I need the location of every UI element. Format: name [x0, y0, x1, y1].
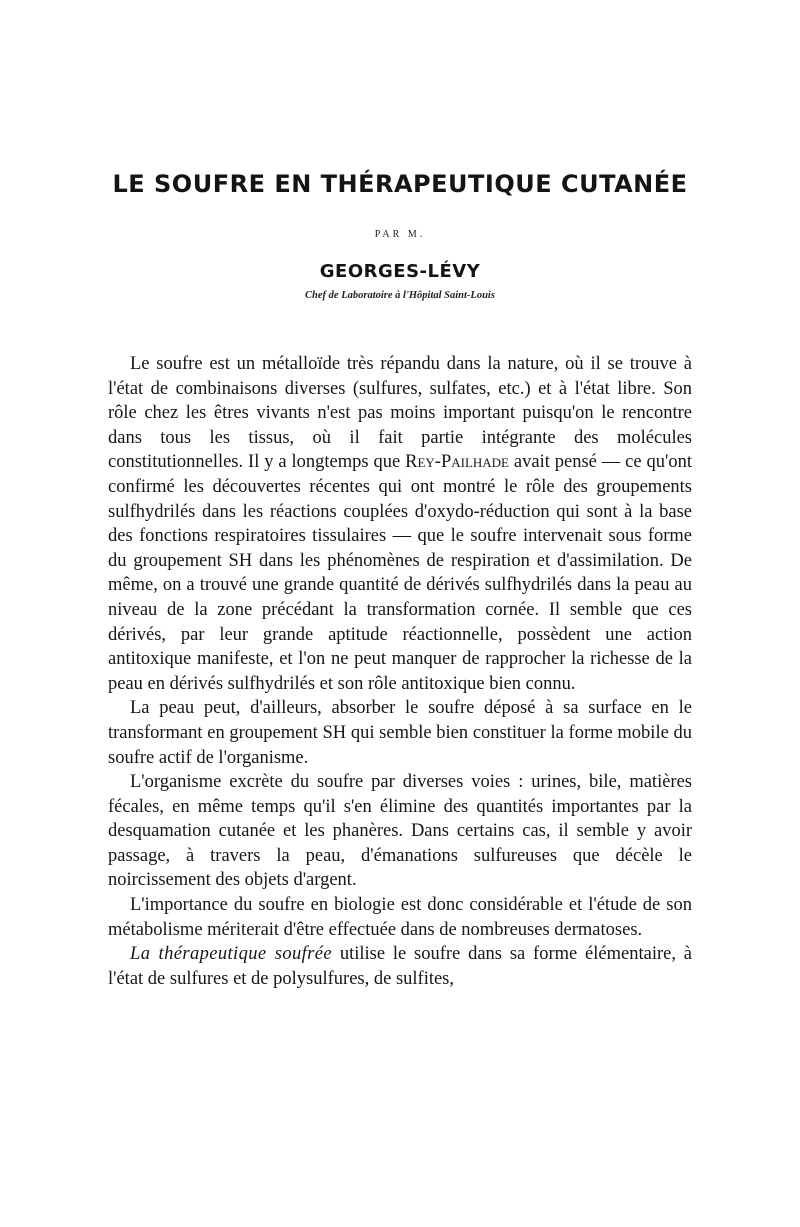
- paragraph-4: L'importance du soufre en biologie est donc considérable et l'étude de son métabolisme mériterait d'être effectuée dans de nombreuses dermatoses.: [108, 895, 692, 940]
- author-affiliation: Chef de Laboratoire à l'Hôpital Saint-Louis: [305, 290, 495, 301]
- paragraph-5-rest: utilise le soufre dans sa forme élémentaire, à l'état de sulfures et de polysulfures, de sulfites,: [108, 944, 692, 989]
- paragraph-1-part-a: Le soufre est un métalloïde très répandu dans la nature, où il se trouve à l'état de combinaisons diverses (sulfures, sulfates, etc.) et à l'état libre. Son rôle chez les êtres vivants n'est pas moins important puisqu'on le rencontre dans tous les tissus, où il fait partie intégrante des molécules constitutionnelles. Il y a longtemps que: [108, 354, 692, 473]
- paragraph-3: L'organisme excrète du soufre par diverses voies : urines, bile, matières fécales, en même temps qu'il s'en élimine des quantités importantes par la desquamation cutanée et les phanères. Dans certains cas, il semble y avoir passage, à travers la peau, d'émanations sulfureuses que décèle le noircissement des objets d'argent.: [108, 772, 692, 891]
- byline: PAR M.: [374, 229, 426, 240]
- author-name: GEORGES-LÉVY: [319, 261, 481, 282]
- paragraph-1-part-b: avait pensé — ce qu'ont confirmé les découvertes récentes qui ont montré le rôle des groupements sulfhydrilés dans les réactions couplées d'oxydo-réduction qui sont à la base des fonctions respiratoires tissulaires — que le soufre intervenait sous forme du groupement SH dans les phénomènes de respiration et d'assimilation. De même, on a trouvé une grande quantité de dérivés sulfhydrilés dans la peau au niveau de la zone précédant la transformation cornée. Il semble que ces dérivés, par leur grande aptitude réactionnelle, possèdent une action antitoxique manifeste, et l'on ne peut manquer de rapprocher la richesse de la peau en dérivés sulfhydrilés et son rôle antitoxique bien connu.: [108, 452, 692, 694]
- article-body: [108, 352, 692, 991]
- paragraph-5: [108, 942, 692, 991]
- article-title: LE SOUFRE EN THÉRAPEUTIQUE CUTANÉE: [112, 170, 688, 198]
- italic-phrase: La thérapeutique soufrée: [130, 944, 332, 965]
- cited-author-name: Rey-Pailhade: [405, 452, 509, 473]
- paragraph-1: [108, 352, 692, 696]
- paragraph-2: La peau peut, d'ailleurs, absorber le soufre déposé à sa surface en le transformant en groupement SH qui semble bien constituer la forme mobile du soufre actif de l'organisme.: [108, 698, 692, 768]
